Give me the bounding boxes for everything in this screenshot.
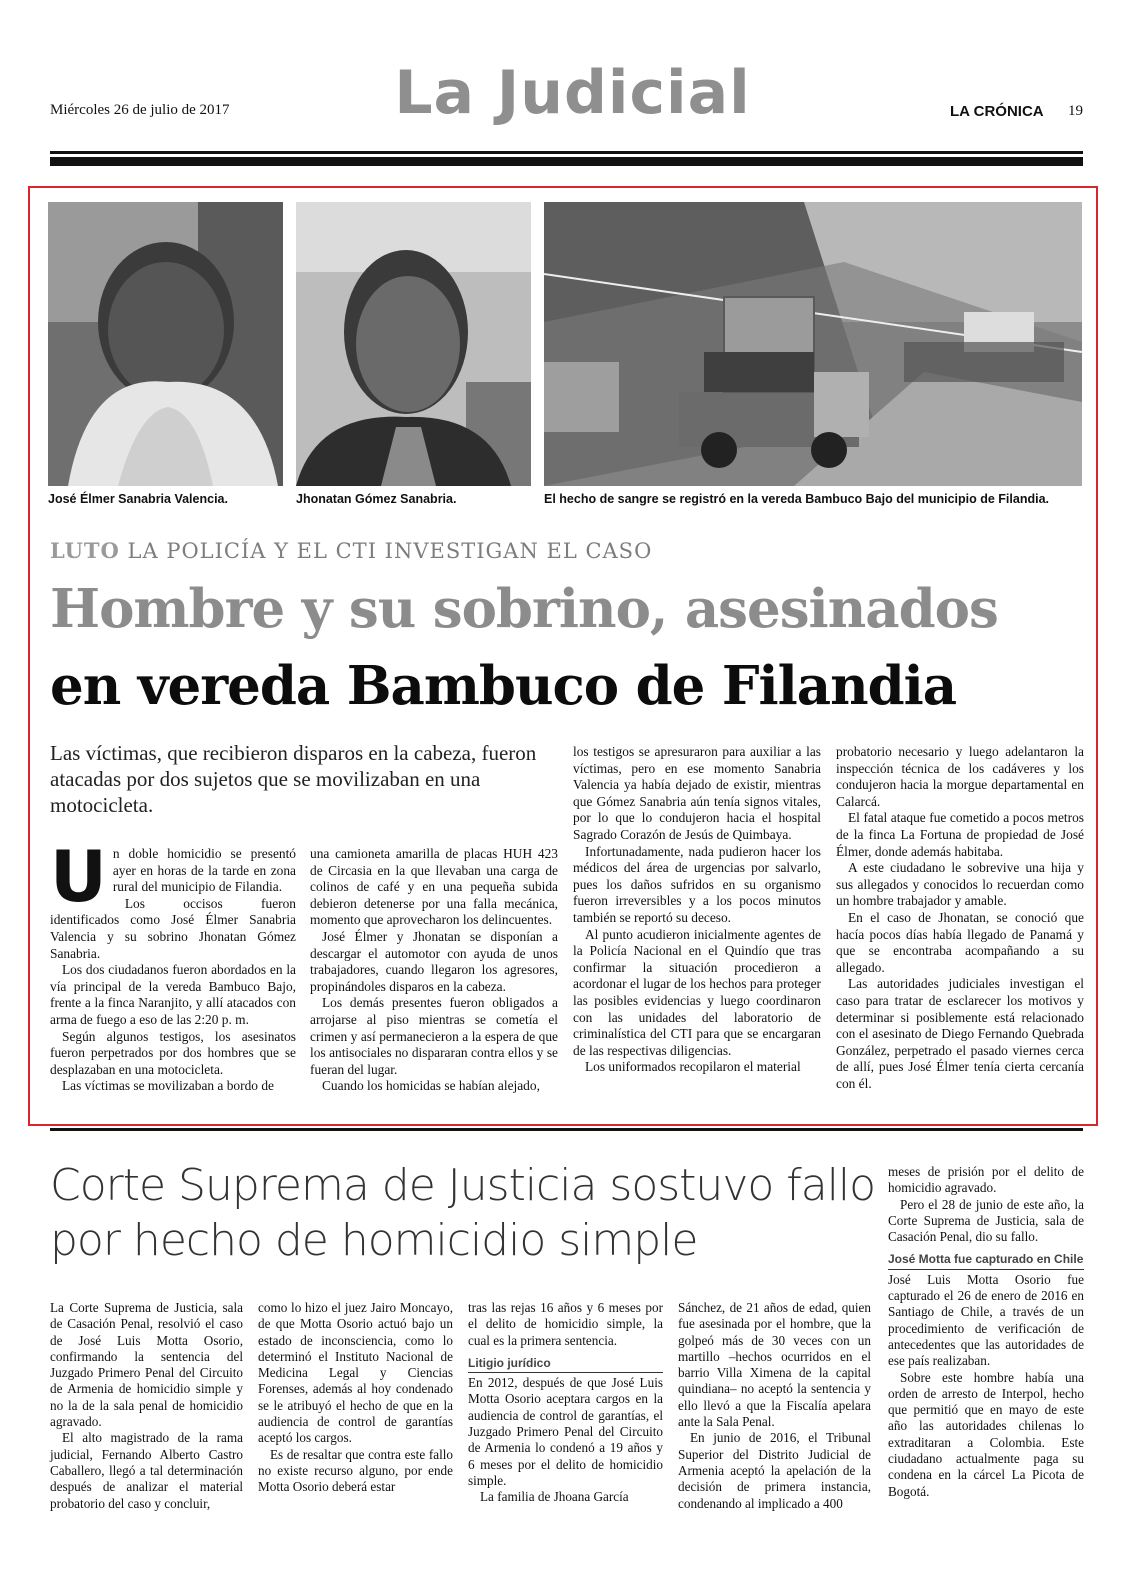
paragraph: como lo hizo el juez Jairo Moncayo, de que Motta Osorio actuó bajo un estado de inconsciencia, como lo determinó el Instituto Nacional de Medicina Legal y Ciencias Forenses, además al hoy condenado se le atribuyó el hecho de que en la audiencia de control de garantías aceptó los cargos.	[258, 1300, 453, 1446]
caption-photo-1: José Élmer Sanabria Valencia.	[48, 492, 228, 506]
dropcap: U	[50, 836, 107, 918]
paragraph: Los dos ciudadanos fueron abordados en la vía principal de la vereda Bambuco Bajo, frente a la finca Naranjito, y allí atacados con arma de fuego a eso de las 2:20 p. m.	[50, 962, 296, 1027]
paragraph: Sobre este hombre había una orden de arresto de Interpol, hecho que permitió que en mayo de este año las autoridades chilenas lo extraditaran a Colombia. Este ciudadano actualmente paga su condena en la cárcel La Picota de Bogotá.	[888, 1369, 1084, 1499]
paragraph: Los demás presentes fueron obligados a arrojarse al piso mientras se cometía el crimen y así permanecieron a la espera de que los antisociales no dispararan contra ellos y se fueran del lugar.	[310, 995, 558, 1077]
caption-photo-2: Jhonatan Gómez Sanabria.	[296, 492, 457, 506]
deck: Las víctimas, que recibieron disparos en la cabeza, fueron atacadas por dos sujetos que se movilizaban en una motocicleta.	[50, 741, 537, 817]
paragraph: A este ciudadano le sobrevive una hija y sus allegados y conocidos lo recuerdan como un hombre trabajador y amable.	[836, 860, 1084, 909]
main-col-2	[310, 846, 558, 1095]
paragraph: Cuando los homicidas se habían alejado,	[322, 1078, 540, 1094]
paragraph: La familia de Jhoana García	[480, 1489, 629, 1505]
issue-date: Miércoles 26 de julio de 2017	[50, 102, 230, 118]
main-col-1	[50, 836, 296, 1095]
paragraph: En junio de 2016, el Tribunal Superior del Distrito Judicial de Armenia aceptó la apelación de la decisión de primera instancia, condenando al implicado a 400	[678, 1430, 871, 1511]
caption-photo-3: El hecho de sangre se registró en la vereda Bambuco Bajo del municipio de Filandia.	[544, 492, 1049, 506]
main-col-3	[573, 744, 821, 1076]
paragraph: En el caso de Jhonatan, se conoció que hacía pocos días había llegado de Panamá y que se encontraba acompañando a su allegado.	[836, 909, 1084, 975]
kicker-tag: LUTO	[50, 538, 120, 563]
paragraph: Al punto acudieron inicialmente agentes de la Policía Nacional en el Quindío que tras confirmar la situación procedieron a acordonar el lugar de los hechos para proteger las posibles evidencias y luego coordinaron con las unidades del laboratorio de criminalística del CTI para que se encargaran de las respectivas diligencias.	[573, 926, 821, 1058]
paragraph: Es de resaltar que contra este fallo no existe recurso alguno, por ende Motta Osorio deberá estar	[258, 1446, 453, 1495]
headline-line-2: en vereda Bambuco de Filandia	[50, 655, 957, 717]
second-col-5	[888, 1164, 1084, 1500]
paragraph: Sánchez, de 21 años de edad, quien fue asesinada por el hombre, que la golpeó más de 30 veces con un martillo –hechos ocurridos en el barrio Villa Ximena de la capital quindiana– no aceptó la sentencia y ello llevó a que la Fiscalía apelara ante la Sala Penal.	[678, 1300, 871, 1430]
paragraph: Las autoridades judiciales investigan el caso para tratar de esclarecer los motivos y determinar si posiblemente está relacionado con el asesinato de Diego Fernando Quebrada González, perpetrado el pasado viernes cerca de allí, pues José Élmer tenía cierta cercanía con él.	[836, 976, 1084, 1091]
paragraph: En 2012, después de que José Luis Motta Osorio aceptara cargos en la audiencia de control de garantías, el Juzgado Primero Penal del Circuito de Armenia lo condenó a 19 años y 6 meses por el delito de homicidio simple.	[468, 1375, 663, 1488]
header-rule-thick	[50, 157, 1083, 166]
story-separator	[50, 1128, 1083, 1131]
second-col-1	[50, 1300, 243, 1512]
paragraph: José Luis Motta Osorio fue capturado el 26 de enero de 2016 en Santiago de Chile, a través de un procedimiento de verificación de antecedentes que las autoridades de ese país realizaban.	[888, 1271, 1084, 1369]
paragraph: tras las rejas 16 años y 6 meses por el delito de homicidio simple, la cual es la primera sentencia.	[468, 1300, 663, 1348]
second-headline: Corte Suprema de Justicia sostuvo fallo por hecho de homicidio simple	[50, 1160, 876, 1266]
second-col-2	[258, 1300, 453, 1496]
paragraph: los testigos se apresuraron para auxiliar a las víctimas, pero en ese momento Sanabria Valencia ya había dejado de existir, mientras que Gómez Sanabria aún tenía signos vitales, por lo que lo condujeron hacia el hospital Sagrado Corazón de Jesús de Quimbaya.	[573, 744, 821, 842]
headline-line-1: Hombre y su sobrino, asesinados	[50, 578, 998, 640]
subhead-litigio: Litigio jurídico	[468, 1355, 663, 1373]
photo-crime-scene	[544, 202, 1082, 486]
newspaper-name: LA CRÓNICA	[950, 103, 1044, 120]
section-title: La Judicial	[394, 58, 751, 128]
paragraph: Las víctimas se movilizaban a bordo de	[62, 1078, 274, 1094]
main-col-4	[836, 744, 1084, 1092]
page-number: 19	[1068, 103, 1083, 119]
paragraph: Pero el 28 de junio de este año, la Corte Suprema de Justicia, sala de Casación Penal, dio su fallo.	[888, 1196, 1084, 1245]
kicker-text: LA POLICÍA Y EL CTI INVESTIGAN EL CASO	[127, 539, 653, 563]
subhead-captura: José Motta fue capturado en Chile	[888, 1251, 1084, 1269]
photo-jhonatan	[296, 202, 531, 486]
paragraph: José Élmer y Jhonatan se disponían a descargar el automotor con ayuda de unos trabajadores, cuando llegaron los agresores, propinándoles disparos en la cabeza.	[310, 928, 558, 994]
photo-jose-elmer	[48, 202, 283, 486]
paragraph: una camioneta amarilla de placas HUH 423 de Circasia en la que llevaban una carga de colinos de café y en una pequeña subida debieron detenerse por una falla mecánica, momento que aprovecharon los delincuentes.	[310, 846, 558, 928]
paragraph: El alto magistrado de la rama judicial, Fernando Alberto Castro Caballero, llegó a tal determinación después de analizar el material probatorio del caso y concluir,	[50, 1430, 243, 1511]
paragraph: probatorio necesario y luego adelantaron la inspección técnica de los cadáveres y los condujeron hacia la morgue departamental en Calarcá.	[836, 744, 1084, 809]
header-rule-thin	[50, 151, 1083, 154]
second-col-4	[678, 1300, 871, 1512]
second-col-3	[468, 1300, 663, 1506]
paragraph: n doble homicidio se presentó ayer en horas de la tarde en zona rural del municipio de Filandia.	[112, 846, 296, 895]
paragraph: Los occisos fueron identificados como José Élmer Sanabria Valencia y su sobrino Jhonatan Gómez Sanabria.	[50, 895, 296, 961]
paragraph: meses de prisión por el delito de homicidio agravado.	[888, 1164, 1084, 1196]
paragraph: Infortunadamente, nada pudieron hacer los médicos del área de urgencias por salvarlo, pues los daños sufridos en su organismo fueron irreversibles y a los pocos minutos también se reportó su deceso.	[573, 843, 821, 925]
paragraph: El fatal ataque fue cometido a pocos metros de la finca La Fortuna de propiedad de José Élmer, donde además habitaba.	[836, 810, 1084, 859]
kicker	[50, 538, 652, 563]
paragraph: La Corte Suprema de Justicia, sala de Casación Penal, resolvió el caso de José Luis Motta Osorio, confirmando la sentencia del Juzgado Primero Penal del Circuito de Armenia de homicidio simple y no la de la sala penal de homicidio agravado.	[50, 1300, 243, 1430]
paragraph: Según algunos testigos, los asesinatos fueron perpetrados por dos hombres que se desplazaban en una motocicleta.	[50, 1028, 296, 1077]
paragraph: Los uniformados recopilaron el material	[585, 1059, 801, 1075]
